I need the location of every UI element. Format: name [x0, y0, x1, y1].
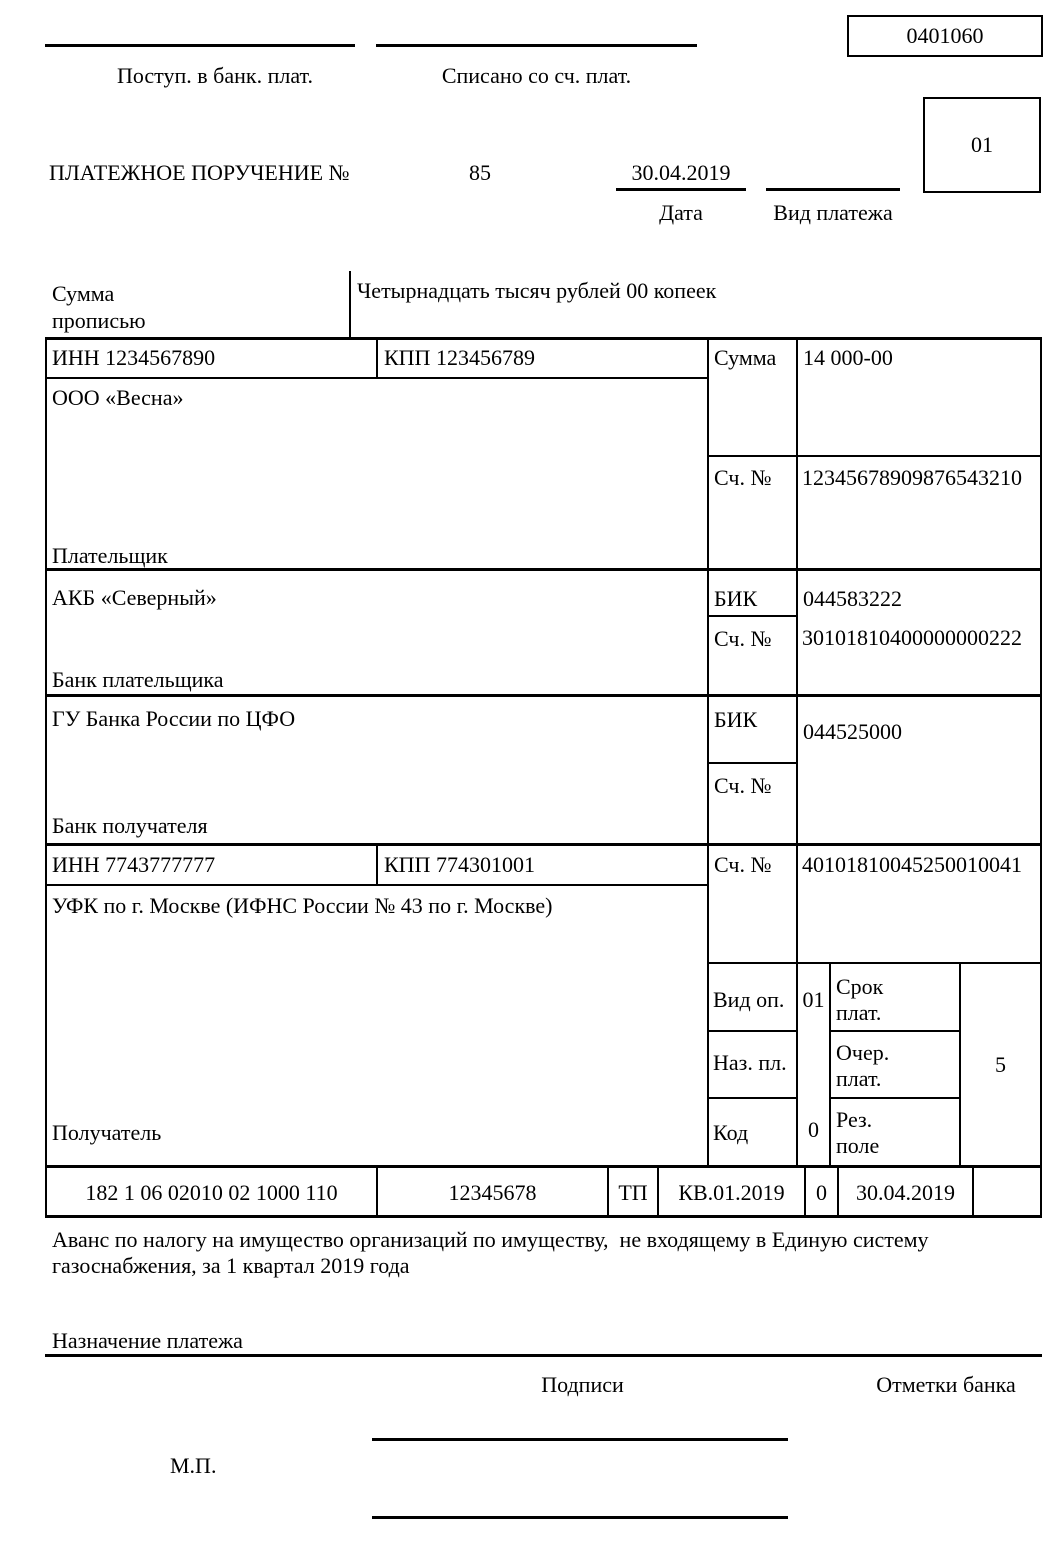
op-kind-label: Вид оп.	[713, 987, 785, 1012]
payer-status-box	[923, 97, 1041, 193]
debit-label: Списано со сч. плат.	[441, 63, 632, 88]
inn-row-divider	[45, 377, 709, 379]
tax-document-number: 0	[816, 1180, 827, 1205]
payee-inn-row-divider	[45, 884, 709, 886]
payee-account: 40101810045250010041	[802, 852, 1022, 877]
op-kind-value: 01	[802, 987, 825, 1012]
document-number: 85	[469, 160, 491, 185]
op-grid-top-divider	[707, 962, 1042, 964]
payee-bank-bik-account-divider	[707, 762, 798, 764]
payee-bank-bik: 044525000	[803, 719, 902, 744]
table-border-right	[1040, 337, 1042, 1218]
payer-section-label: Плательщик	[52, 543, 168, 568]
purpose-text: Аванс по налогу на имущество организаций по имуществу, не входящему в Единую систему газоснабжения, за 1 квартал 2019 года	[52, 1227, 935, 1278]
receipt-underline	[45, 44, 355, 47]
payer-bank-account-label: Сч. №	[714, 626, 772, 651]
payee-bank-border	[45, 694, 1042, 697]
code-row-divider-left	[707, 1097, 798, 1099]
table-border-top	[45, 337, 1042, 340]
inn-kpp-divider	[376, 337, 378, 379]
purpose-underline	[45, 1354, 1042, 1357]
date-underline	[616, 188, 746, 191]
tax-period-value: КВ.01.2019	[678, 1180, 785, 1205]
stamp-label: М.П.	[170, 1453, 217, 1478]
kbk-value: 182 1 06 02010 02 1000 110	[85, 1180, 338, 1205]
oktmo-value: 12345678	[448, 1180, 537, 1205]
receipt-label: Поступ. в банк. плат.	[116, 63, 313, 88]
tax-divider-6	[972, 1165, 974, 1218]
amount-words-label: Сумма прописью	[52, 281, 146, 333]
table-border-left	[45, 337, 47, 1218]
signature-line-2	[372, 1516, 788, 1519]
tax-row-top-border	[45, 1165, 1042, 1168]
payer-bank-name: АКБ «Северный»	[52, 585, 217, 610]
date-label: Дата	[659, 200, 703, 225]
purpose-code-label: Наз. пл.	[713, 1050, 787, 1075]
payee-bank-name: ГУ Банка России по ЦФО	[52, 706, 296, 731]
debit-underline	[376, 44, 697, 47]
payment-kind-label: Вид платежа	[773, 200, 893, 225]
payer-kpp: КПП 123456789	[384, 345, 535, 370]
op-row-divider-right	[829, 1030, 961, 1032]
document-date: 30.04.2019	[631, 160, 731, 185]
payer-bank-bik-account-divider	[707, 615, 798, 617]
signature-line-1	[372, 1438, 788, 1441]
payee-inn: ИНН 7743777777	[52, 852, 216, 877]
due-date-label: Срок плат.	[836, 974, 884, 1025]
payer-bank-bik-label: БИК	[714, 586, 758, 611]
payee-kpp: КПП 774301001	[384, 852, 535, 877]
priority-label: Очер. плат.	[836, 1040, 890, 1091]
payee-inn-kpp-divider	[376, 843, 378, 886]
payer-status: 01	[971, 132, 993, 157]
payee-border	[45, 843, 1042, 846]
document-title: ПЛАТЕЖНОЕ ПОРУЧЕНИЕ №	[49, 160, 350, 185]
reserve-field-label: Рез. поле	[836, 1107, 880, 1158]
values-column-divider	[796, 337, 798, 1167]
op-row-divider-left	[707, 1030, 798, 1032]
form-code-box	[847, 15, 1043, 57]
amount-words-value: Четырнадцать тысяч рублей 00 копеек	[357, 278, 717, 303]
payee-bank-account-label: Сч. №	[714, 773, 772, 798]
signatures-label: Подписи	[541, 1372, 624, 1397]
code-value: 0	[808, 1117, 819, 1142]
payment-kind-underline	[766, 188, 900, 191]
tax-row-bottom-border	[45, 1215, 1042, 1218]
payee-section-label: Получатель	[52, 1120, 162, 1145]
payer-bank-account: 30101810400000000222	[802, 625, 1022, 650]
payee-bank-bik-label: БИК	[714, 707, 758, 732]
payee-bank-section-label: Банк получателя	[52, 813, 208, 838]
amount-label: Сумма	[714, 345, 777, 370]
priority-value: 5	[995, 1052, 1006, 1077]
payee-name: УФК по г. Москве (ИФНС России № 43 по г. Москве)	[52, 893, 553, 918]
labels-column-divider	[707, 337, 709, 1167]
payer-bank-border	[45, 568, 1042, 571]
purpose-label: Назначение платежа	[52, 1328, 243, 1353]
payer-name: ООО «Весна»	[52, 385, 184, 410]
amount-value: 14 000-00	[803, 345, 893, 370]
payer-account-label: Сч. №	[714, 465, 772, 490]
form-code: 0401060	[906, 23, 984, 48]
code-label: Код	[713, 1120, 749, 1145]
payment-basis-value: ТП	[618, 1180, 648, 1205]
bank-marks-label: Отметки банка	[876, 1372, 1016, 1397]
tax-document-date: 30.04.2019	[856, 1180, 955, 1205]
amount-words-divider	[349, 271, 351, 337]
payer-inn: ИНН 1234567890	[52, 345, 216, 370]
amount-account-divider	[707, 455, 1042, 457]
op-value-column-divider	[829, 962, 831, 1167]
payer-bank-bik: 044583222	[803, 586, 902, 611]
payee-account-label: Сч. №	[714, 852, 772, 877]
code-row-divider-right	[829, 1097, 961, 1099]
payer-account: 12345678909876543210	[802, 465, 1022, 490]
payer-bank-section-label: Банк плательщика	[52, 667, 224, 692]
